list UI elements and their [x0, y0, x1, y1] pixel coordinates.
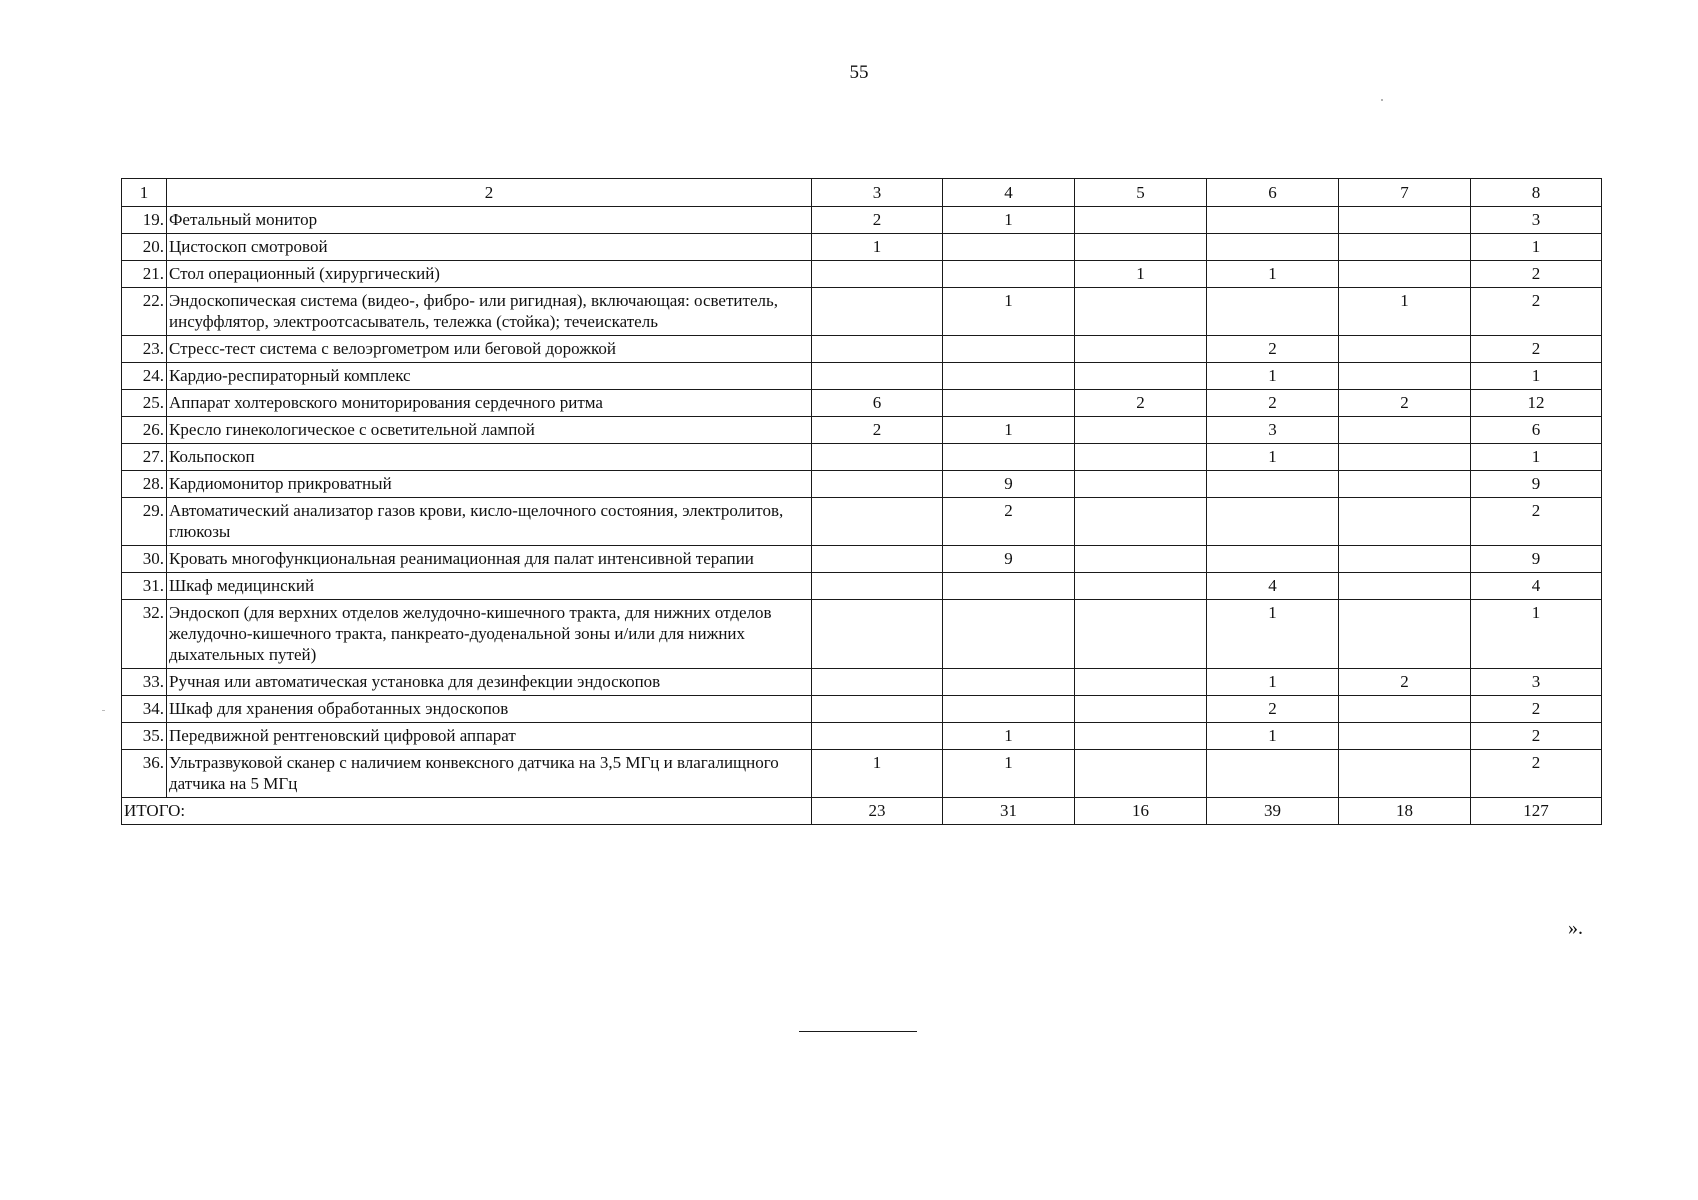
quantity-cell: 9: [943, 546, 1075, 573]
table-row: [122, 498, 1602, 546]
quantity-cell: 2: [1471, 723, 1602, 750]
quantity-cell: [943, 234, 1075, 261]
equipment-name: Автоматический анализатор газов крови, кисло-щелочного состояния, электролитов, глюкозы: [167, 498, 812, 546]
quantity-cell: 1: [1471, 234, 1602, 261]
quantity-cell: 6: [812, 390, 943, 417]
equipment-name: Стресс-тест система с велоэргометром или беговой дорожкой: [167, 336, 812, 363]
equipment-name: Эндоскоп (для верхних отделов желудочно-кишечного тракта, для нижних отделов желудочно-кишечного тракта, панкреато-дуоденальной зоны и/или для нижних дыхательных путей): [167, 600, 812, 669]
quantity-cell: 12: [1471, 390, 1602, 417]
table-row: [122, 288, 1602, 336]
quantity-cell: [943, 336, 1075, 363]
equipment-name: Ручная или автоматическая установка для дезинфекции эндоскопов: [167, 669, 812, 696]
quantity-cell: [1075, 546, 1207, 573]
quantity-cell: [943, 573, 1075, 600]
quantity-cell: [1075, 600, 1207, 669]
quantity-cell: [812, 288, 943, 336]
row-number: 26.: [122, 417, 167, 444]
quantity-cell: [1207, 471, 1339, 498]
quantity-cell: [1075, 471, 1207, 498]
quantity-cell: 9: [1471, 546, 1602, 573]
row-number: 20.: [122, 234, 167, 261]
row-number: 19.: [122, 207, 167, 234]
row-number: 25.: [122, 390, 167, 417]
table-row: [122, 261, 1602, 288]
quantity-cell: 1: [1207, 723, 1339, 750]
quantity-cell: 1: [1207, 261, 1339, 288]
equipment-name: Шкаф для хранения обработанных эндоскопов: [167, 696, 812, 723]
table-row: [122, 417, 1602, 444]
quantity-cell: [812, 600, 943, 669]
table-row: [122, 336, 1602, 363]
quantity-cell: [1339, 600, 1471, 669]
equipment-name: Передвижной рентгеновский цифровой аппарат: [167, 723, 812, 750]
quantity-cell: [812, 444, 943, 471]
table-row: [122, 750, 1602, 798]
total-label: ИТОГО:: [122, 798, 812, 825]
page-number: 55: [849, 62, 869, 83]
quantity-cell: [812, 336, 943, 363]
row-number: 24.: [122, 363, 167, 390]
quantity-cell: [1339, 498, 1471, 546]
equipment-name: Кровать многофункциональная реанимационная для палат интенсивной терапии: [167, 546, 812, 573]
quantity-cell: 2: [1471, 498, 1602, 546]
table-body: [122, 179, 1602, 825]
total-cell: 127: [1471, 798, 1602, 825]
quantity-cell: [812, 498, 943, 546]
quantity-cell: 1: [943, 288, 1075, 336]
table-row: [122, 444, 1602, 471]
quantity-cell: [1339, 234, 1471, 261]
quantity-cell: [1339, 723, 1471, 750]
quantity-cell: [1075, 750, 1207, 798]
quantity-cell: [1207, 207, 1339, 234]
quantity-cell: [1075, 288, 1207, 336]
quantity-cell: [812, 546, 943, 573]
quantity-cell: 1: [1207, 444, 1339, 471]
quantity-cell: 1: [943, 723, 1075, 750]
quantity-cell: 1: [812, 234, 943, 261]
row-number: 27.: [122, 444, 167, 471]
scan-speck: [1381, 99, 1383, 101]
header-cell: 8: [1471, 179, 1602, 207]
quantity-cell: [1339, 444, 1471, 471]
quantity-cell: [1339, 363, 1471, 390]
closing-quote: ».: [1568, 917, 1583, 939]
row-number: 28.: [122, 471, 167, 498]
quantity-cell: 2: [1339, 669, 1471, 696]
row-number: 29.: [122, 498, 167, 546]
quantity-cell: [1075, 417, 1207, 444]
table-row: [122, 696, 1602, 723]
total-cell: 31: [943, 798, 1075, 825]
quantity-cell: 3: [1471, 207, 1602, 234]
quantity-cell: 1: [1207, 363, 1339, 390]
row-number: 23.: [122, 336, 167, 363]
table-row: [122, 546, 1602, 573]
equipment-name: Кресло гинекологическое с осветительной лампой: [167, 417, 812, 444]
header-cell: 5: [1075, 179, 1207, 207]
equipment-name: Аппарат холтеровского мониторирования сердечного ритма: [167, 390, 812, 417]
header-cell: 4: [943, 179, 1075, 207]
table-row: [122, 207, 1602, 234]
total-cell: 16: [1075, 798, 1207, 825]
total-cell: 39: [1207, 798, 1339, 825]
table-row: [122, 234, 1602, 261]
quantity-cell: [943, 261, 1075, 288]
quantity-cell: [812, 696, 943, 723]
quantity-cell: [812, 573, 943, 600]
quantity-cell: [1339, 573, 1471, 600]
total-cell: 23: [812, 798, 943, 825]
table-row: [122, 600, 1602, 669]
quantity-cell: 2: [943, 498, 1075, 546]
table-row: [122, 573, 1602, 600]
quantity-cell: 2: [1207, 390, 1339, 417]
table-row: [122, 723, 1602, 750]
quantity-cell: [1075, 696, 1207, 723]
equipment-name: Кардиомонитор прикроватный: [167, 471, 812, 498]
quantity-cell: [1207, 498, 1339, 546]
quantity-cell: 1: [1471, 600, 1602, 669]
quantity-cell: 1: [1471, 444, 1602, 471]
quantity-cell: [1339, 207, 1471, 234]
table-row: [122, 390, 1602, 417]
quantity-cell: [943, 669, 1075, 696]
quantity-cell: 9: [1471, 471, 1602, 498]
total-row: [122, 798, 1602, 825]
quantity-cell: 1: [943, 207, 1075, 234]
quantity-cell: 1: [1471, 363, 1602, 390]
row-number: 36.: [122, 750, 167, 798]
quantity-cell: [812, 471, 943, 498]
table-row: [122, 363, 1602, 390]
equipment-name: Кардио-респираторный комплекс: [167, 363, 812, 390]
row-number: 21.: [122, 261, 167, 288]
row-number: 22.: [122, 288, 167, 336]
row-number: 32.: [122, 600, 167, 669]
quantity-cell: 4: [1207, 573, 1339, 600]
quantity-cell: [1075, 444, 1207, 471]
quantity-cell: [1339, 750, 1471, 798]
quantity-cell: 1: [812, 750, 943, 798]
quantity-cell: [1075, 234, 1207, 261]
quantity-cell: [1339, 546, 1471, 573]
footer-rule: [799, 1031, 917, 1032]
header-cell: 6: [1207, 179, 1339, 207]
equipment-name: Ультразвуковой сканер с наличием конвексного датчика на 3,5 МГц и влагалищного датчика на 5 МГц: [167, 750, 812, 798]
equipment-table: [121, 178, 1602, 825]
equipment-name: Фетальный монитор: [167, 207, 812, 234]
quantity-cell: [1075, 723, 1207, 750]
quantity-cell: 2: [1471, 261, 1602, 288]
quantity-cell: [1075, 498, 1207, 546]
quantity-cell: 6: [1471, 417, 1602, 444]
equipment-name: Цистоскоп смотровой: [167, 234, 812, 261]
equipment-name: Стол операционный (хирургический): [167, 261, 812, 288]
quantity-cell: [1207, 234, 1339, 261]
quantity-cell: 1: [1207, 669, 1339, 696]
quantity-cell: 9: [943, 471, 1075, 498]
quantity-cell: 2: [812, 207, 943, 234]
quantity-cell: 2: [1471, 288, 1602, 336]
quantity-cell: 1: [1339, 288, 1471, 336]
quantity-cell: [812, 261, 943, 288]
quantity-cell: [812, 363, 943, 390]
quantity-cell: [1075, 573, 1207, 600]
quantity-cell: 1: [943, 750, 1075, 798]
quantity-cell: [812, 669, 943, 696]
quantity-cell: [1339, 417, 1471, 444]
equipment-name: Шкаф медицинский: [167, 573, 812, 600]
quantity-cell: [943, 363, 1075, 390]
quantity-cell: [1075, 336, 1207, 363]
table-header-row: [122, 179, 1602, 207]
total-cell: 18: [1339, 798, 1471, 825]
quantity-cell: [1339, 261, 1471, 288]
row-number: 31.: [122, 573, 167, 600]
quantity-cell: 2: [1339, 390, 1471, 417]
equipment-name: Кольпоскоп: [167, 444, 812, 471]
row-number: 33.: [122, 669, 167, 696]
quantity-cell: [943, 696, 1075, 723]
quantity-cell: [1075, 669, 1207, 696]
row-number: 34.: [122, 696, 167, 723]
table-row: [122, 471, 1602, 498]
quantity-cell: 3: [1207, 417, 1339, 444]
quantity-cell: 2: [1471, 750, 1602, 798]
quantity-cell: [1339, 696, 1471, 723]
quantity-cell: 2: [1075, 390, 1207, 417]
quantity-cell: [943, 600, 1075, 669]
quantity-cell: 1: [1075, 261, 1207, 288]
quantity-cell: 2: [1471, 336, 1602, 363]
quantity-cell: 2: [1471, 696, 1602, 723]
quantity-cell: [812, 723, 943, 750]
equipment-name: Эндоскопическая система (видео-, фибро- или ригидная), включающая: осветитель, инсуффлятор, электроотсасыватель, тележка (стойка); течеискатель: [167, 288, 812, 336]
quantity-cell: [1207, 288, 1339, 336]
table-row: [122, 669, 1602, 696]
row-number: 35.: [122, 723, 167, 750]
header-cell: 2: [167, 179, 812, 207]
quantity-cell: [1339, 471, 1471, 498]
quantity-cell: 2: [1207, 696, 1339, 723]
quantity-cell: [1207, 750, 1339, 798]
quantity-cell: 1: [1207, 600, 1339, 669]
quantity-cell: 2: [1207, 336, 1339, 363]
quantity-cell: 2: [812, 417, 943, 444]
quantity-cell: [943, 444, 1075, 471]
quantity-cell: [1339, 336, 1471, 363]
header-cell: 3: [812, 179, 943, 207]
scan-speck: [102, 710, 105, 711]
quantity-cell: [1075, 207, 1207, 234]
quantity-cell: 4: [1471, 573, 1602, 600]
quantity-cell: 1: [943, 417, 1075, 444]
row-number: 30.: [122, 546, 167, 573]
quantity-cell: [943, 390, 1075, 417]
header-cell: 7: [1339, 179, 1471, 207]
quantity-cell: 3: [1471, 669, 1602, 696]
quantity-cell: [1075, 363, 1207, 390]
quantity-cell: [1207, 546, 1339, 573]
header-cell: 1: [122, 179, 167, 207]
